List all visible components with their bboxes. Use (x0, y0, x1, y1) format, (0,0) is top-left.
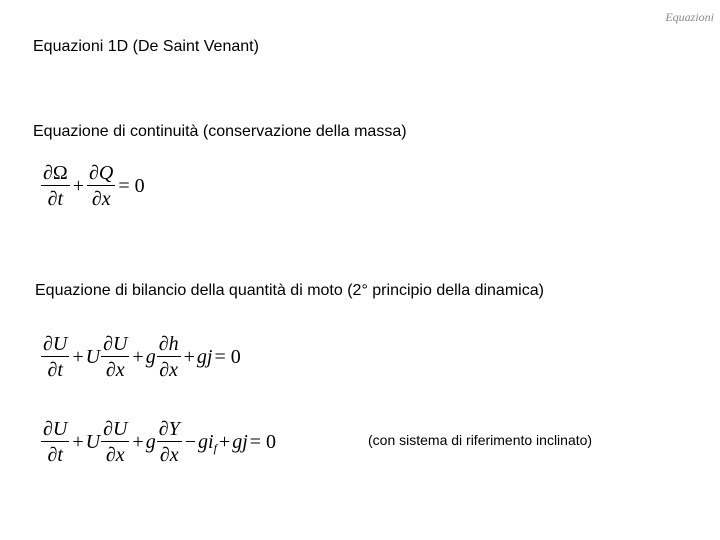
momentum-heading: Equazione di bilancio della quantità di moto (2° principio della dinamica) (35, 282, 544, 299)
fraction-dQ-dx: $\frac{\partial Q}{\partial x}$ (89, 162, 114, 210)
section-tag: Equazioni (665, 10, 714, 24)
momentum-equation-2: $\frac{\partial U}{\partial t}$ + U $\frac{\partial U}{\partial x}$ + g $\frac{\partial Y}{\partial x}$ − gi f + gj = 0 (43, 418, 277, 466)
inclined-reference-note: (con sistema di riferimento inclinato) (368, 432, 593, 448)
page-title: Equazioni 1D (De Saint Venant) (33, 38, 259, 55)
momentum-equation-1: $\frac{\partial U}{\partial t}$ + U $\frac{\partial U}{\partial x}$ + g $\frac{\partial h}{\partial x}$ + gj = 0 (43, 333, 241, 381)
continuity-equation: $\frac{\partial\Omega}{\partial t}$ + $\frac{\partial Q}{\partial x}$ = 0 (43, 162, 145, 210)
fraction-dOmega-dt: $\frac{\partial\Omega}{\partial t}$ (43, 162, 68, 210)
continuity-heading: Equazione di continuità (conservazione della massa) (33, 123, 407, 140)
